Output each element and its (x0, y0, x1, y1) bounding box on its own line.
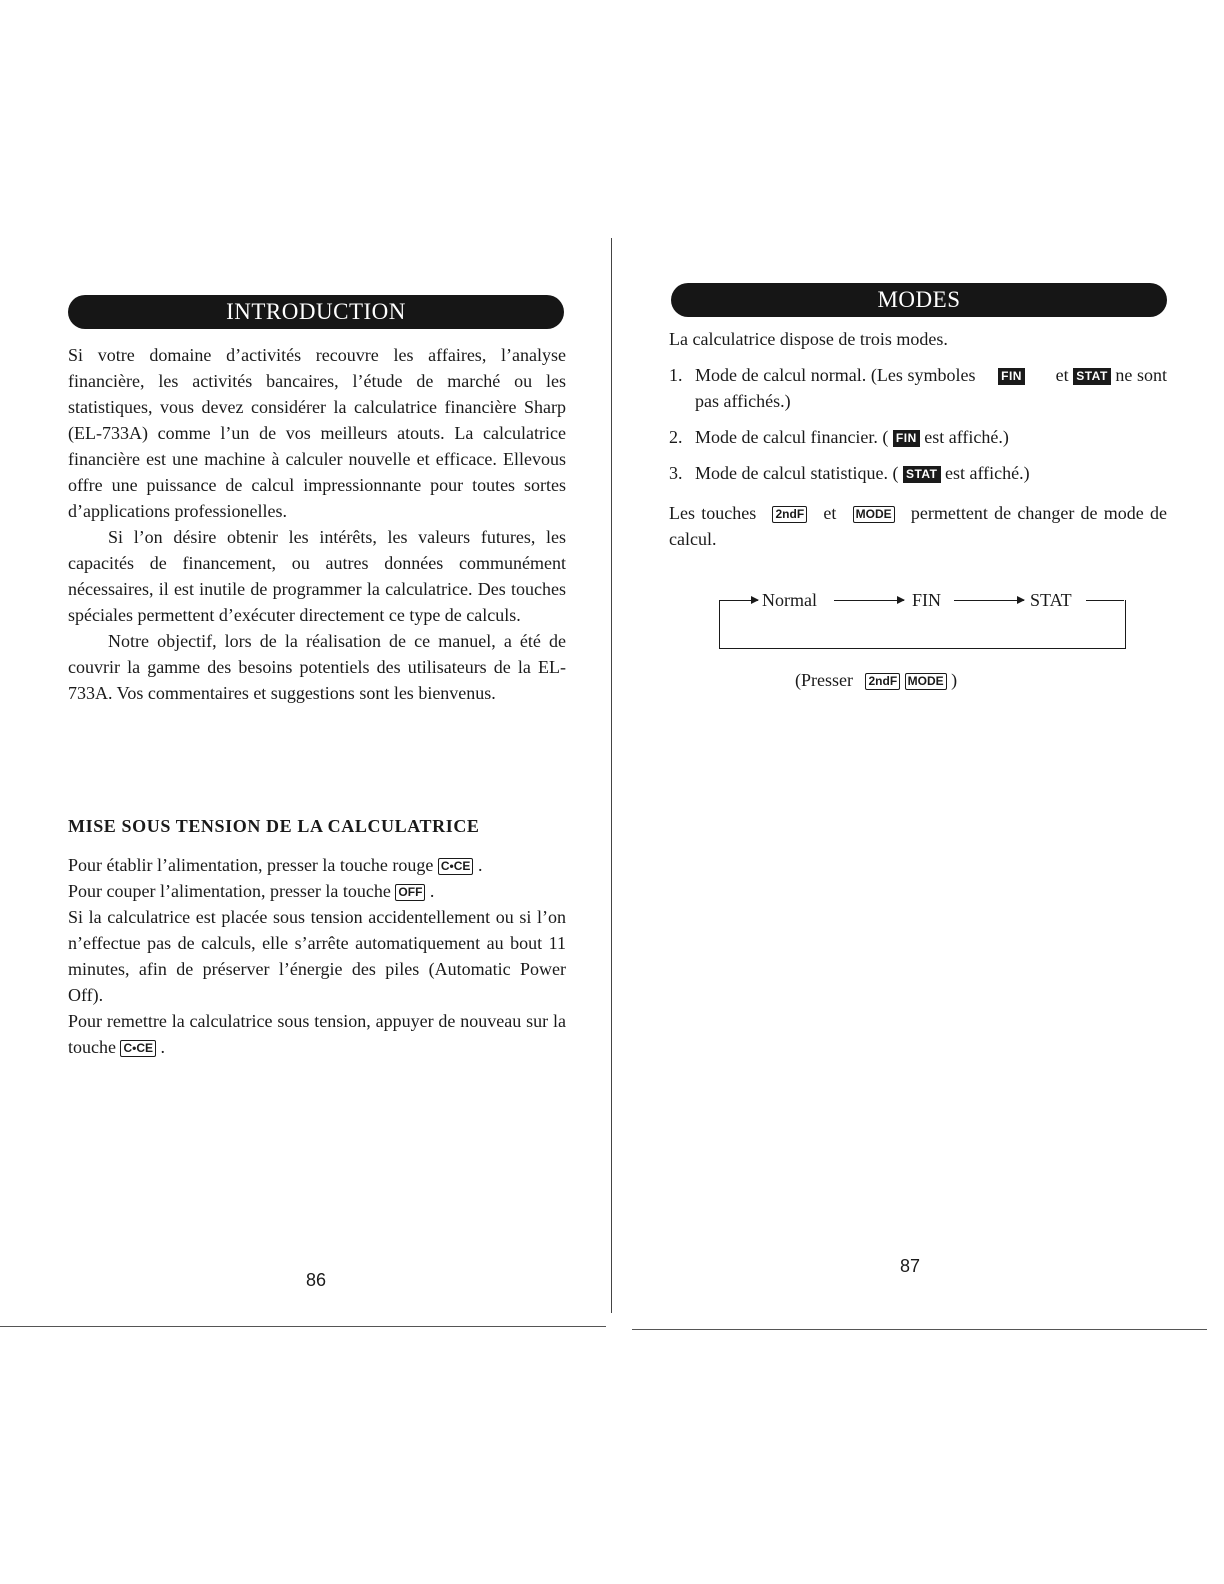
left-bottom-rule (0, 1326, 606, 1327)
fin-symbol: FIN (998, 368, 1025, 385)
cycle-stat-tail (1086, 600, 1124, 601)
stat-symbol: STAT (1073, 368, 1111, 385)
fin-symbol: FIN (893, 430, 920, 447)
power-on-paragraph: Pour établir l’alimentation, presser la touche rouge C•CE . (68, 855, 483, 875)
page-gutter-line (611, 238, 612, 1313)
mode-item-number: 1. (669, 365, 683, 385)
cce-key-2: C•CE (120, 1040, 156, 1057)
press-instruction (795, 667, 1095, 693)
cce-key: C•CE (438, 858, 474, 875)
stat-symbol: STAT (903, 466, 941, 483)
power-off-text: Pour couper l’alimentation, presser la touche (68, 881, 391, 901)
mode-keys-text: Les touches (669, 503, 757, 523)
mode-keys-paragraph (669, 500, 1167, 552)
introduction-banner: INTRODUCTION (68, 295, 564, 329)
mode-item-text: Mode de calcul financier. ( (695, 427, 889, 447)
modes-intro: La calculatrice dispose de trois modes. (669, 329, 948, 349)
power-section-text (68, 852, 566, 1060)
introduction-text (68, 342, 566, 706)
mode-item-statistical (669, 460, 1167, 486)
power-off-paragraph: Pour couper l’alimentation, presser la touche OFF . (68, 881, 435, 901)
power-again-paragraph: Pour remettre la calculatrice sous tension, appuyer de nouveau sur la touche C•CE . (68, 1011, 566, 1057)
mode-item-and: et (1055, 365, 1069, 385)
cycle-arrow-to-fin (834, 600, 904, 601)
cycle-stat: STAT (1027, 590, 1075, 610)
mode-keys-suffix: permettent de changer de mode de calcul. (669, 503, 1168, 549)
mode-item-number: 3. (669, 463, 683, 483)
mode-item-normal (669, 362, 1167, 414)
mode-item-suffix: ne sont pas affichés.) (695, 365, 1168, 411)
power-on-text: Pour établir l’alimentation, presser la touche rouge (68, 855, 434, 875)
intro-paragraph-2: Si l’on désire obtenir les intérêts, les valeurs futures, les capacités de financement, ou autres données communément nécessaires, il est inutile de programmer la calculatrice. Des touches spéciales permettent d’exécuter directement ce type de calculs. (68, 527, 566, 625)
second-f-key: 2ndF (865, 673, 900, 690)
modes-banner: MODES (671, 283, 1167, 317)
mode-item-text: Mode de calcul statistique. ( (695, 463, 899, 483)
cycle-arrow-to-stat (954, 600, 1024, 601)
mode-keys-and: et (823, 503, 837, 523)
power-again-text: Pour remettre la calculatrice sous tension, appuyer de nouveau sur la touche (68, 1011, 566, 1057)
mode-item-number: 2. (669, 427, 683, 447)
cycle-normal: Normal (759, 590, 820, 610)
off-key: OFF (395, 884, 425, 901)
mode-key: MODE (853, 506, 895, 523)
mode-item-suffix: est affiché.) (924, 427, 1009, 447)
intro-paragraph-3: Notre objectif, lors de la réalisation de ce manuel, a été de couvrir la gamme des besoins potentiels des utilisateurs de la EL-733A. Vos commentaires et suggestions sont les bienvenus. (68, 631, 566, 703)
power-section-heading: MISE SOUS TENSION DE LA CALCULATRICE (68, 816, 480, 836)
page-number-86: 86 (306, 1270, 327, 1290)
right-bottom-rule (632, 1329, 1207, 1330)
cycle-arrow-to-normal (720, 600, 758, 601)
mode-item-financial (669, 424, 1167, 450)
page-number-87: 87 (900, 1256, 921, 1276)
press-text: (Presser (795, 670, 853, 690)
mode-item-suffix: est affiché.) (945, 463, 1030, 483)
press-close: ) (951, 670, 958, 690)
second-f-key: 2ndF (772, 506, 807, 523)
auto-off-paragraph: Si la calculatrice est placée sous tension accidentellement ou si l’on n’effectue pas de calculs, elle s’arrête automatiquement au bout 11 minutes, afin de préserver l’énergie des piles (Automatic Power Off). (68, 907, 566, 1005)
mode-item-text: Mode de calcul normal. (Les symboles (695, 365, 976, 385)
cycle-fin: FIN (909, 590, 944, 610)
intro-paragraph-1: Si votre domaine d’activités recouvre les affaires, l’analyse financière, les activités bancaires, l’étude de marché ou les statistiques, vous devez considérer la calculatrice financière Sharp (EL-733A) comme l’un de vos meilleurs atouts. La calculatrice financière est une machine à calculer nouvelle et efficace. Ellevous offre une puissance de calcul impressionnante pour toutes sortes d’applications professionelles. (68, 345, 566, 521)
mode-key: MODE (905, 673, 947, 690)
modes-text (669, 326, 1167, 552)
